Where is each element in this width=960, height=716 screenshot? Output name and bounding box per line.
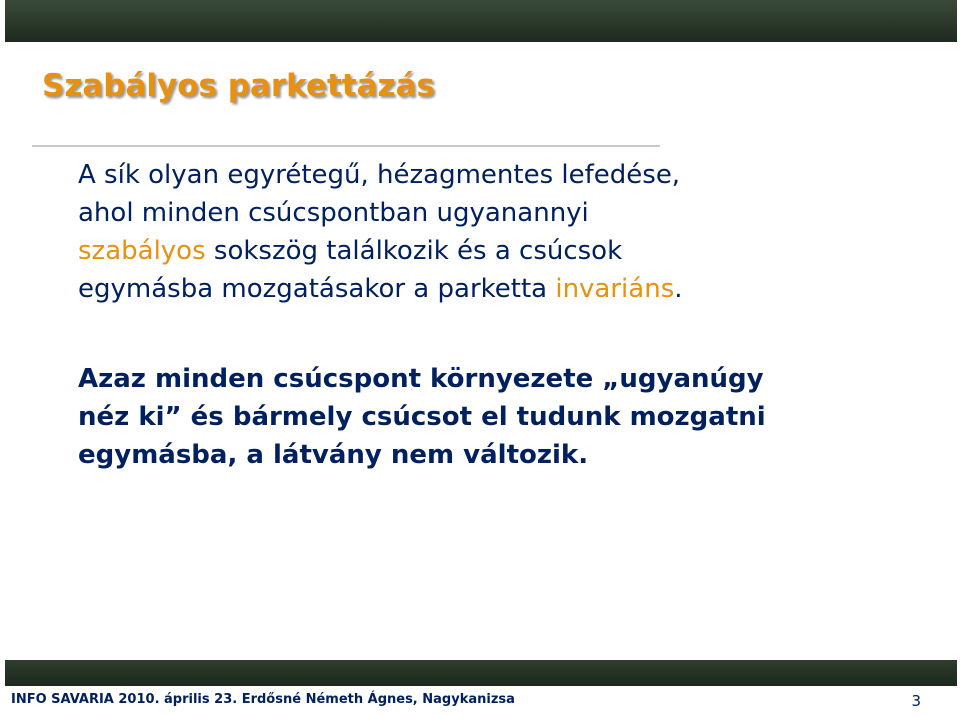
footer-credit: INFO SAVARIA 2010. április 23. Erdősné Németh Ágnes, Nagykanizsa [11,692,515,707]
footer-decor-bar [5,660,957,686]
explanation-paragraph [78,360,766,474]
definition-line-3 [78,232,683,270]
slide-footer [5,660,957,716]
explanation-line-3: egymásba, a látvány nem változik. [78,440,589,470]
definition-paragraph [78,156,683,308]
title-divider [32,145,660,147]
top-decor-bar [5,0,957,42]
definition-line-1: A sík olyan egyrétegű, hézagmentes lefedése, [78,160,681,190]
page-number: 3 [911,692,921,710]
highlight-szabalyos: szabályos [78,236,206,266]
explanation-line-2: néz ki” és bármely csúcsot el tudunk mozgatni [78,402,766,432]
highlight-invarians: invariáns [555,274,675,304]
slide-title: Szabályos parkettázás [42,68,435,104]
definition-line-3-rest: sokszög találkozik és a csúcsok [205,236,623,266]
definition-line-4-start: egymásba mozgatásakor a parketta [78,274,556,304]
definition-line-4-end: . [674,274,683,304]
explanation-line-1: Azaz minden csúcspont környezete „ugyanúgy [78,364,764,394]
definition-line-2: ahol minden csúcspontban ugyanannyi [78,198,589,228]
definition-line-4 [78,270,683,308]
